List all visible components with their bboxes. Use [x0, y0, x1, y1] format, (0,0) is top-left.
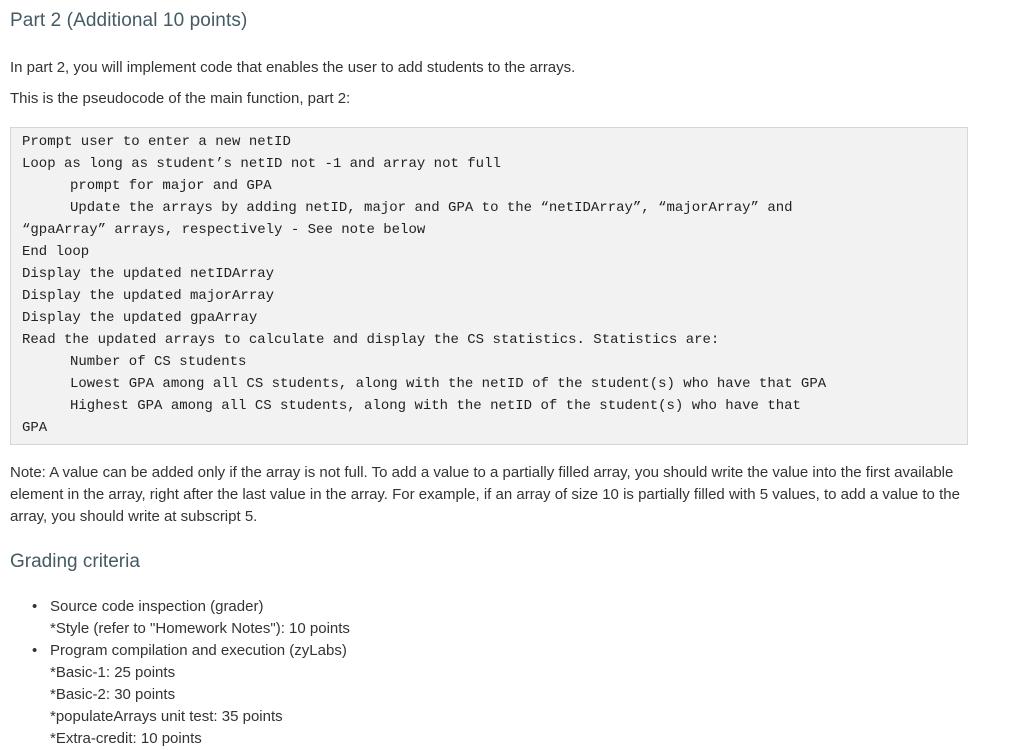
criteria-detail: *Extra-credit: 10 points — [50, 730, 202, 747]
code-line: Display the updated majorArray — [22, 288, 275, 304]
code-line: Display the updated netIDArray — [22, 266, 275, 282]
intro-paragraph: In part 2, you will implement code that enables the user to add students to the arrays. — [10, 59, 576, 76]
list-item — [10, 596, 350, 640]
bullet-icon: • — [32, 642, 38, 659]
pseudocode-intro: This is the pseudocode of the main function, part 2: — [10, 90, 351, 107]
criteria-label: Program compilation and execution (zyLabs) — [50, 642, 347, 659]
criteria-detail: *Style (refer to "Homework Notes"): 10 points — [50, 620, 350, 637]
code-line: Prompt user to enter a new netID — [22, 134, 291, 150]
criteria-detail: *populateArrays unit test: 35 points — [50, 708, 283, 725]
code-line: Update the arrays by adding netID, major and GPA to the “netIDArray”, “majorArray” and — [70, 200, 793, 216]
code-line: GPA — [22, 420, 48, 436]
part-heading: Part 2 (Additional 10 points) — [10, 10, 248, 31]
pseudocode-block — [10, 127, 968, 445]
list-item — [10, 640, 350, 750]
grading-criteria-list — [10, 596, 350, 750]
code-line: End loop — [22, 244, 90, 260]
code-line: “gpaArray” arrays, respectively - See note below — [22, 222, 426, 238]
code-line: Lowest GPA among all CS students, along with the netID of the student(s) who have that GPA — [70, 376, 827, 392]
code-line: Read the updated arrays to calculate and display the CS statistics. Statistics are: — [22, 332, 720, 348]
note-paragraph: Note: A value can be added only if the array is not full. To add a value to a partially filled array, you should write the value into the first available element in the array, right after the last value in the array. For example, if an array of size 10 is partially filled with 5 values, to add a value to the array, you should write at subscript 5. — [10, 464, 960, 525]
grading-heading: Grading criteria — [10, 551, 140, 572]
bullet-icon: • — [32, 598, 38, 615]
code-line: Number of CS students — [70, 354, 247, 370]
criteria-detail: *Basic-1: 25 points — [50, 664, 176, 681]
code-line: prompt for major and GPA — [70, 178, 272, 194]
code-line: Highest GPA among all CS students, along with the netID of the student(s) who have that — [70, 398, 801, 414]
code-line: Loop as long as student’s netID not -1 and array not full — [22, 156, 501, 172]
criteria-label: Source code inspection (grader) — [50, 598, 264, 615]
criteria-detail: *Basic-2: 30 points — [50, 686, 176, 703]
code-line: Display the updated gpaArray — [22, 310, 258, 326]
